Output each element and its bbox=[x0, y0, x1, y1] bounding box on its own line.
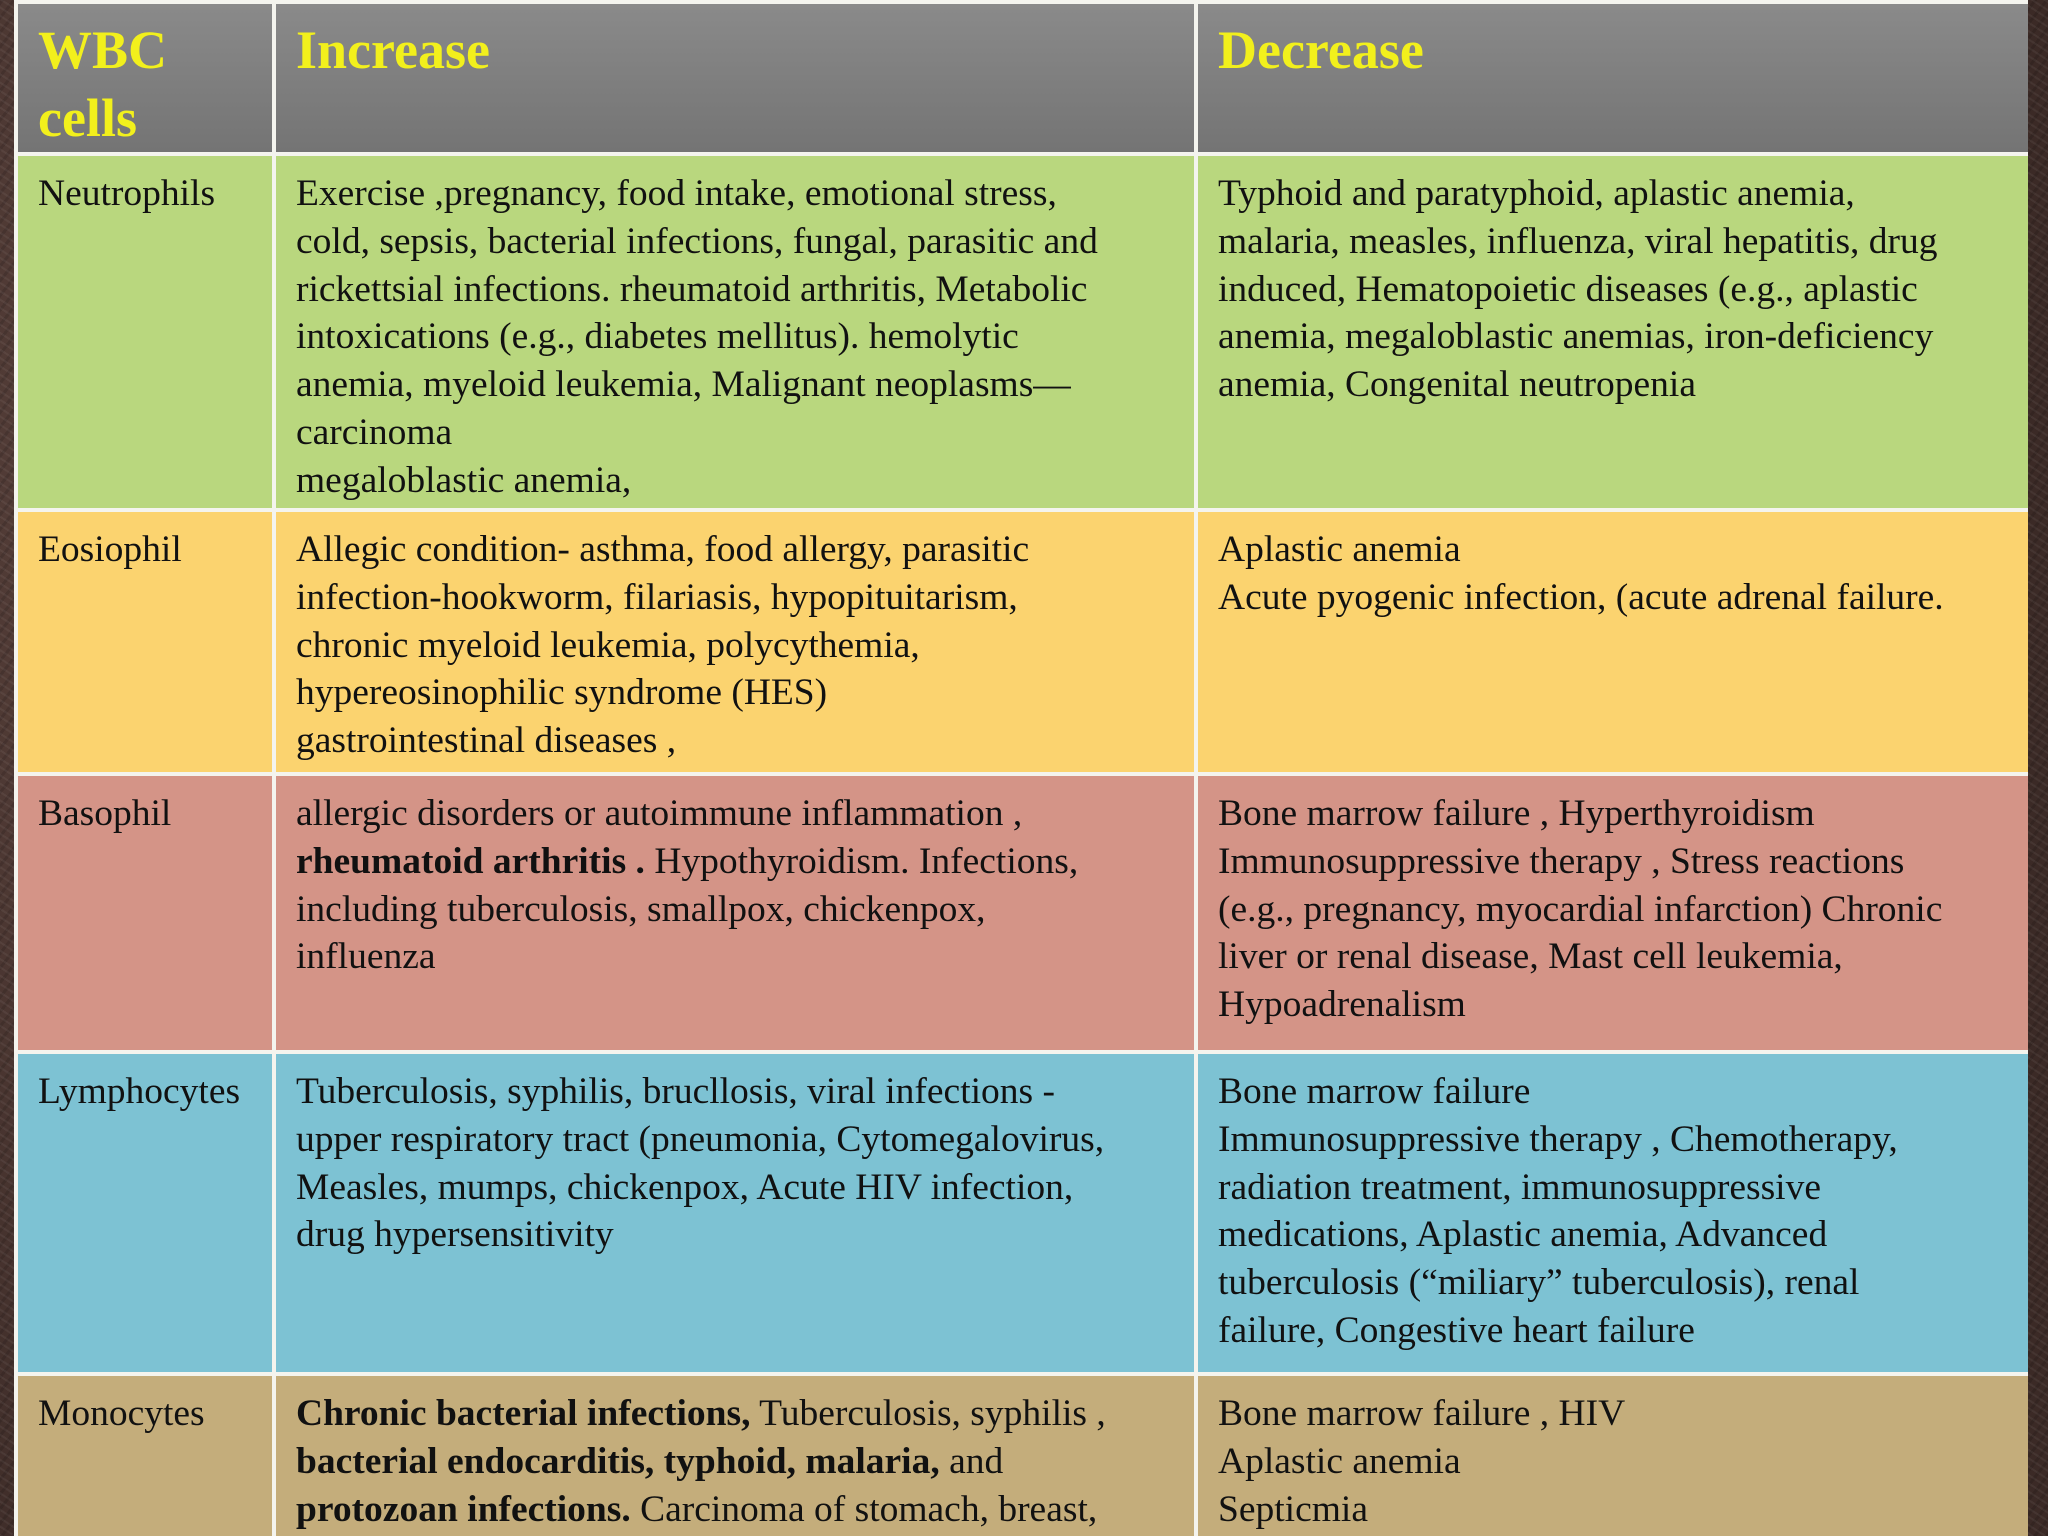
text-line: drug hypersensitivity bbox=[296, 1214, 614, 1256]
text-line: Exercise ,pregnancy, food intake, emotional stress, bbox=[296, 173, 1057, 214]
text-line bbox=[296, 1390, 1194, 1438]
cell-name: Eosiophil bbox=[16, 510, 274, 774]
text-line: Bone marrow failure , Hyperthyroidism bbox=[1218, 793, 1815, 834]
text-line: Septicmia bbox=[1218, 1488, 1368, 1530]
text-line: rickettsial infections. rheumatoid arthritis, Metabolic bbox=[296, 268, 1088, 310]
text-line: Bone marrow failure , HIV bbox=[1218, 1393, 1626, 1434]
cell-name: Neutrophils bbox=[16, 154, 274, 510]
bold-text: Chronic bacterial infections, bbox=[296, 1393, 751, 1434]
text-line bbox=[296, 1486, 1194, 1534]
text-line: radiation treatment, immunosuppressive bbox=[1218, 1166, 1821, 1208]
header-increase: Increase bbox=[274, 2, 1196, 154]
text-line: upper respiratory tract (pneumonia, Cytomegalovirus, bbox=[296, 1118, 1105, 1160]
text-span: Hypothyroidism. Infections, bbox=[644, 840, 1079, 882]
text-span: and bbox=[939, 1440, 1004, 1482]
cell-decrease bbox=[1196, 1052, 2028, 1374]
text-line: Allegic condition- asthma, food allergy, parasitic bbox=[296, 529, 1030, 570]
text-line bbox=[296, 1438, 1194, 1486]
text-line: megaloblastic anemia, bbox=[296, 459, 632, 501]
text-line: intoxications (e.g., diabetes mellitus). hemolytic bbox=[296, 316, 1019, 358]
text-line: influenza bbox=[296, 936, 436, 978]
text-span: Tuberculosis, syphilis , bbox=[750, 1393, 1106, 1434]
table-row-eosiophil bbox=[16, 510, 2028, 774]
text-line: medications, Aplastic anemia, Advanced bbox=[1218, 1214, 1828, 1256]
bold-text: rheumatoid arthritis . bbox=[296, 840, 645, 882]
cell-increase bbox=[274, 510, 1196, 774]
cell-decrease bbox=[1196, 774, 2028, 1052]
header-wbc-cells bbox=[16, 2, 274, 154]
cell-increase bbox=[274, 154, 1196, 510]
cell-increase bbox=[274, 774, 1196, 1052]
cell-decrease bbox=[1196, 1374, 2028, 1536]
text-line: malaria, measles, influenza, viral hepatitis, drug bbox=[1218, 220, 1938, 262]
text-line: liver or renal disease, Mast cell leukemia, bbox=[1218, 936, 1843, 978]
text-line: hypereosinophilic syndrome (HES) bbox=[296, 672, 828, 714]
bold-text: bacterial endocarditis, typhoid, malaria, bbox=[296, 1440, 940, 1482]
text-line: Aplastic anemia bbox=[1218, 529, 1461, 570]
text-line: Tuberculosis, syphilis, brucllosis, viral infections - bbox=[296, 1071, 1055, 1112]
text-line: Hypoadrenalism bbox=[1218, 984, 1466, 1026]
slide bbox=[14, 0, 2028, 1536]
text-line: induced, Hematopoietic diseases (e.g., aplastic bbox=[1218, 268, 1918, 310]
text-line: anemia, Congenital neutropenia bbox=[1218, 364, 1696, 406]
text-line: chronic myeloid leukemia, polycythemia, bbox=[296, 624, 920, 666]
cell-name: Basophil bbox=[16, 774, 274, 1052]
header-row bbox=[16, 2, 2028, 154]
header-decrease: Decrease bbox=[1196, 2, 2028, 154]
text-line: Immunosuppressive therapy , Chemotherapy, bbox=[1218, 1118, 1898, 1160]
table-row-basophil bbox=[16, 774, 2028, 1052]
text-line: anemia, megaloblastic anemias, iron-deficiency bbox=[1218, 316, 1934, 358]
text-line: failure, Congestive heart failure bbox=[1218, 1309, 1695, 1351]
text-line: (e.g., pregnancy, myocardial infarction) Chronic bbox=[1218, 888, 1943, 930]
header-wbc-line1: WBC bbox=[38, 20, 168, 80]
cell-name: Monocytes bbox=[16, 1374, 274, 1536]
text-span: Carcinoma of stomach, breast, bbox=[630, 1488, 1098, 1530]
text-line bbox=[296, 838, 1194, 886]
table-row-monocytes bbox=[16, 1374, 2028, 1536]
text-line: Acute pyogenic infection, (acute adrenal failure. bbox=[1218, 576, 1944, 618]
text-line: cold, sepsis, bacterial infections, fungal, parasitic and bbox=[296, 220, 1098, 262]
text-line: Measles, mumps, chickenpox, Acute HIV infection, bbox=[296, 1166, 1074, 1208]
cell-increase bbox=[274, 1052, 1196, 1374]
text-line: allergic disorders or autoimmune inflammation , bbox=[296, 793, 1023, 834]
cell-name: Lymphocytes bbox=[16, 1052, 274, 1374]
header-wbc-line2: cells bbox=[38, 88, 137, 148]
wbc-table bbox=[14, 0, 2028, 1536]
text-line: anemia, myeloid leukemia, Malignant neoplasms— bbox=[296, 364, 1071, 406]
text-line: Aplastic anemia bbox=[1218, 1440, 1461, 1482]
cell-increase bbox=[274, 1374, 1196, 1536]
cell-decrease bbox=[1196, 510, 2028, 774]
text-line: Immunosuppressive therapy , Stress reactions bbox=[1218, 840, 1905, 882]
text-line: infection-hookworm, filariasis, hypopituitarism, bbox=[296, 576, 1018, 618]
bold-text: protozoan infections. bbox=[296, 1488, 631, 1530]
text-line: tuberculosis (“miliary” tuberculosis), renal bbox=[1218, 1262, 1860, 1304]
table-row-neutrophils bbox=[16, 154, 2028, 510]
text-line: Typhoid and paratyphoid, aplastic anemia, bbox=[1218, 173, 1855, 214]
table-row-lymphocytes bbox=[16, 1052, 2028, 1374]
text-line: gastrointestinal diseases , bbox=[296, 720, 677, 762]
text-line: carcinoma bbox=[296, 411, 453, 453]
text-line: including tuberculosis, smallpox, chickenpox, bbox=[296, 888, 986, 930]
text-line: Bone marrow failure bbox=[1218, 1071, 1531, 1112]
cell-decrease bbox=[1196, 154, 2028, 510]
